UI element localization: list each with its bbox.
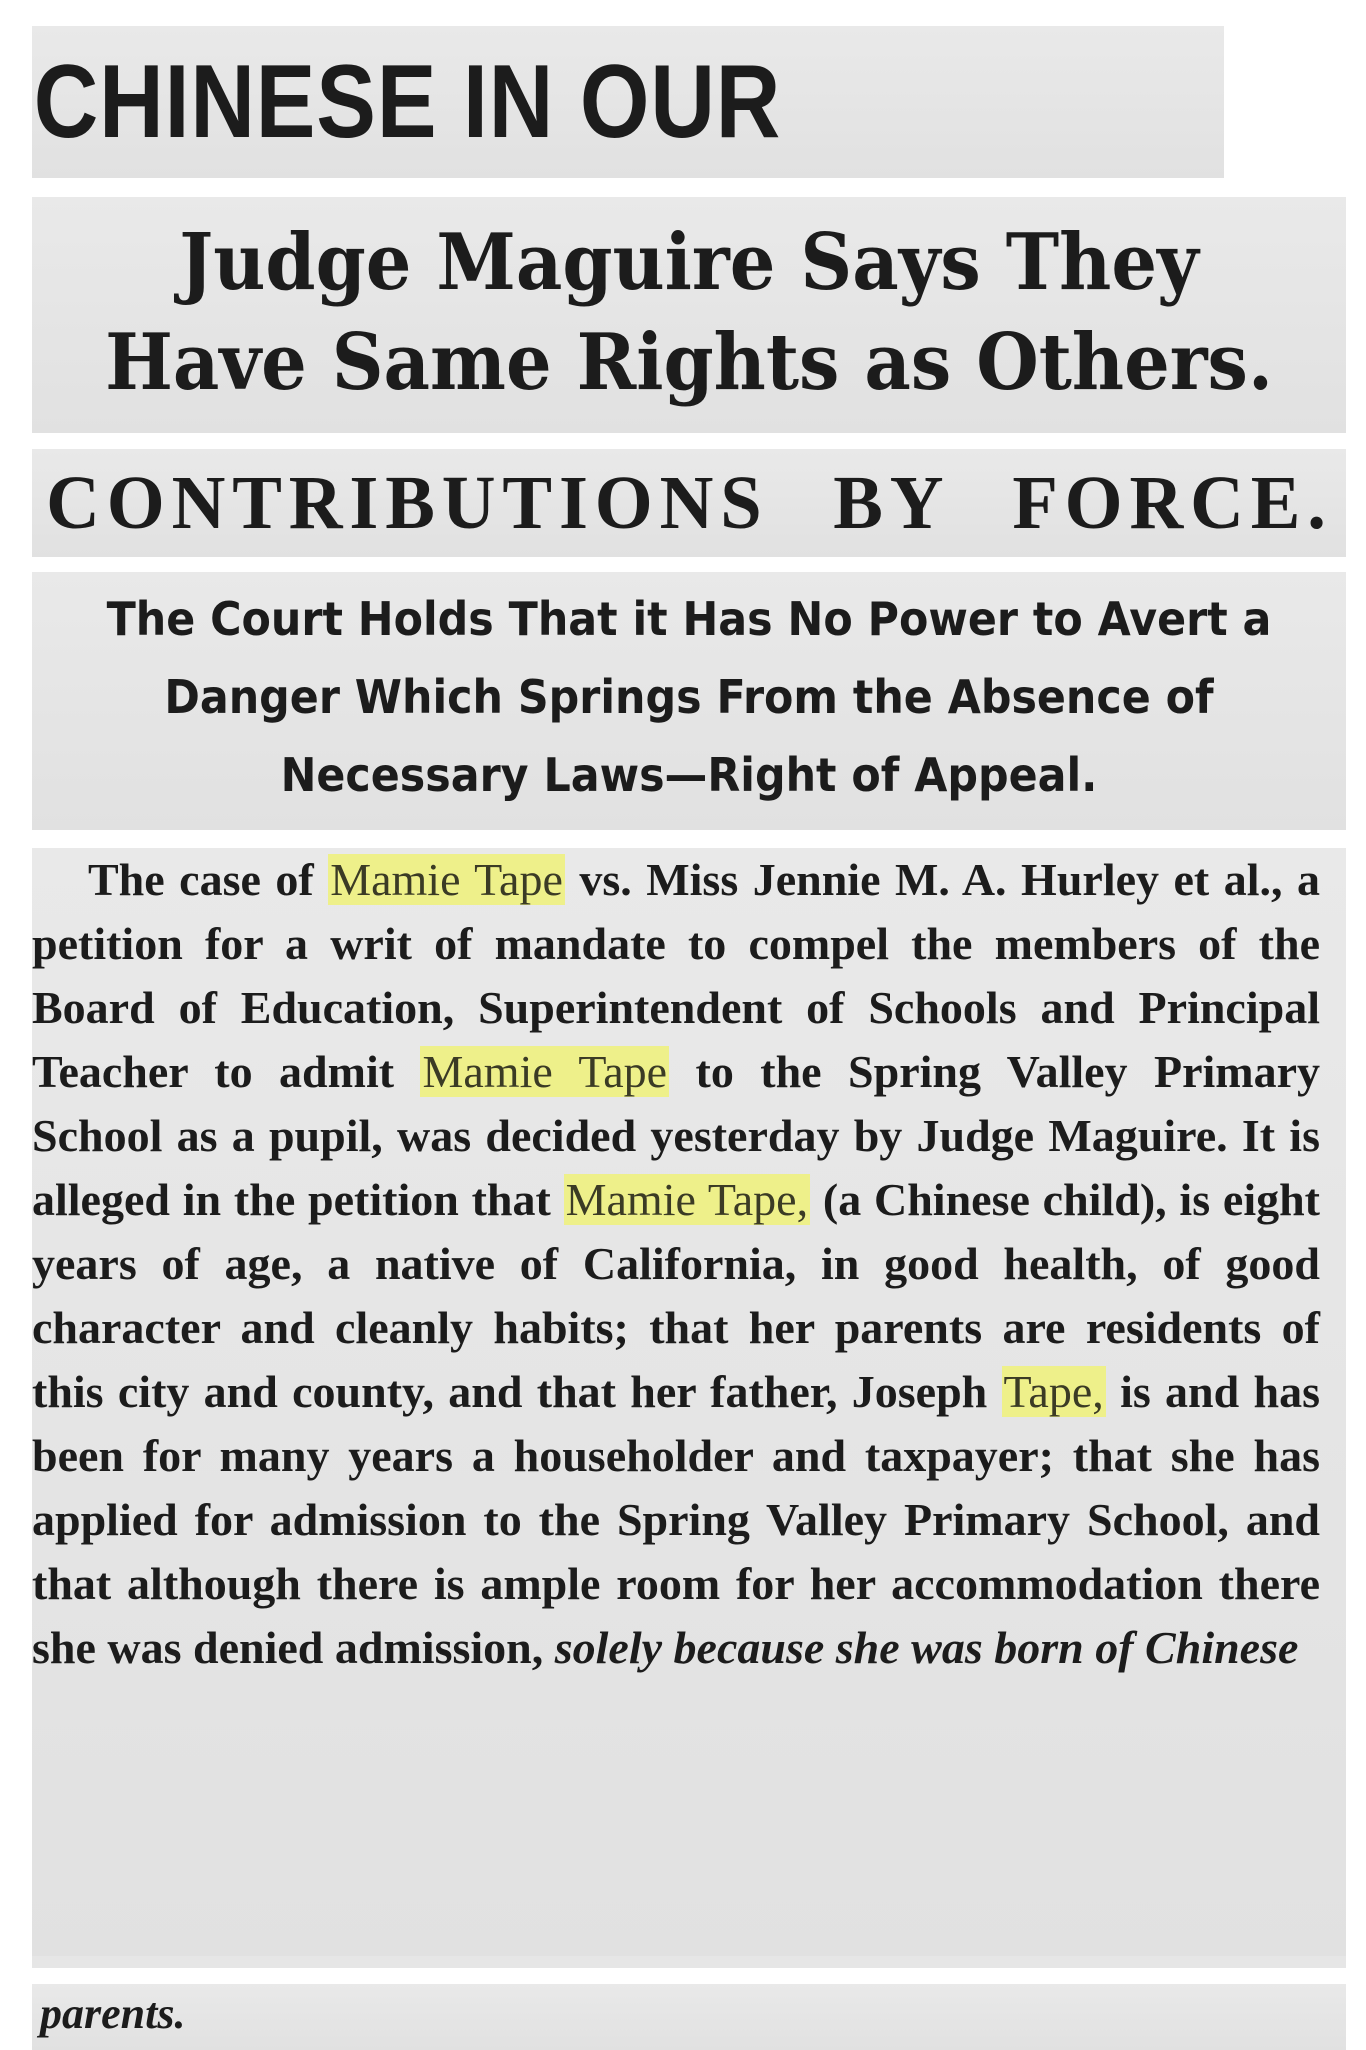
article-text: is and has been for many years a householder and taxpayer; that she has applied for admission to the Spring Valley Primary School, and that although there is ample room for her accommodation there she was denied admission,: [32, 1366, 1320, 1673]
headline-clip: [32, 26, 1224, 178]
subheadline-clip: [32, 197, 1346, 433]
deck: CONTRIBUTIONS BY FORCE.: [45, 461, 1333, 545]
highlight-name: Mamie Tape: [422, 1046, 668, 1097]
clip-edge: [32, 1956, 1346, 1968]
article-clip: [32, 848, 1346, 1968]
highlight-name: Mamie Tape: [330, 854, 563, 905]
article-text: vs. Miss Jennie M. A. Hurley et al., a petition for a writ of mandate to compel the members of the Board of Education, Superintendent of Schools and Principal Teacher to admit: [32, 854, 1320, 1097]
article-body: [32, 848, 1346, 1680]
summary-clip: [32, 572, 1346, 830]
headline: CHINESE IN OUR: [33, 44, 782, 160]
article-text: The case of: [88, 854, 329, 905]
article-italic-text: solely because she was born of Chinese: [554, 1622, 1299, 1673]
deck-clip: [32, 449, 1346, 557]
subheadline: Judge Maguire Says They Have Same Rights as Others.: [105, 217, 1273, 408]
article-text: (a Chinese child), is eight years of age, a native of California, in good health, of good character and cleanly habits; that her parents are residents of this city and county, and that her father, Joseph: [32, 1174, 1320, 1417]
highlight-name: Tape,: [1003, 1366, 1104, 1417]
continuation-clip: [32, 1984, 1346, 2050]
continuation-text: parents.: [40, 1989, 186, 2038]
article-text: to the Spring Valley Primary School as a pupil, was decided yesterday by Judge Maguire. It is alleged in the petition that: [32, 1046, 1321, 1225]
highlight-name: Mamie Tape,: [565, 1174, 809, 1225]
summary: The Court Holds That it Has No Power to Avert a Danger Which Springs From the Absence of Necessary Laws—Right of Appeal.: [106, 592, 1272, 802]
